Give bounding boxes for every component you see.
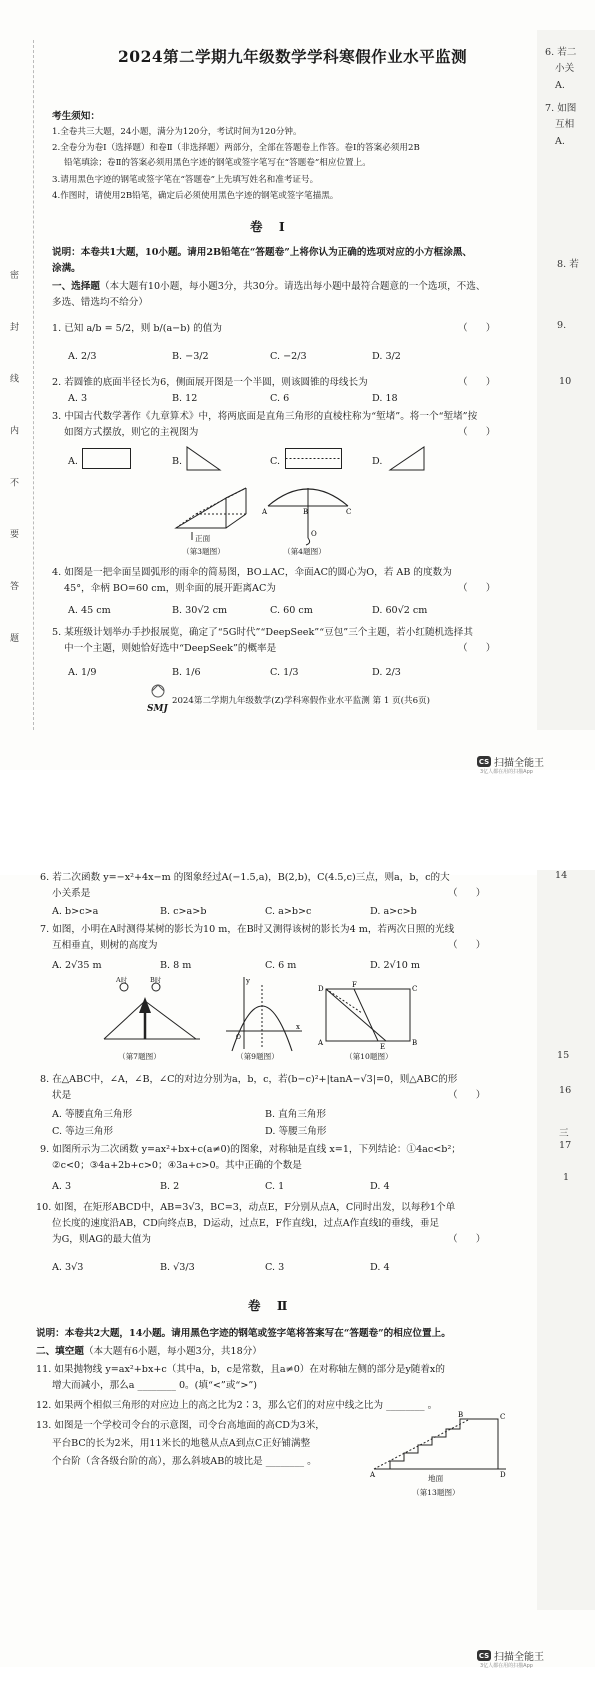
fig7-caption: （第7题图）: [118, 1052, 161, 1061]
svg-text:E: E: [380, 1043, 386, 1051]
option: B. 2: [160, 1181, 180, 1192]
fill-question: 增大而减小，那么a ________ 0。(填“<”或“>”): [52, 1380, 258, 1391]
option: A. b>c>a: [52, 906, 99, 917]
fig4-caption: （第4题图）: [283, 547, 326, 556]
fig13-ground-label: 地面: [428, 1474, 444, 1483]
fill-question: 平台BC的长为2米，用11米长的地毯从点A到点C正好铺满整: [52, 1438, 311, 1449]
option: B. −3/2: [172, 351, 209, 362]
edge-text: A.: [555, 136, 565, 147]
option-c-rectangle: [285, 448, 347, 472]
question-stem: 4. 如图是一把伞面呈圆弧形的雨伞的简易图，BO⊥AC，伞面AC的圆心为O，若 AB 的度数为: [52, 567, 452, 578]
edge-text: 10: [559, 376, 572, 387]
question-stem: 6. 若二次函数 y=−x²+4x−m 的图象经过A(−1.5,a)，B(2,b)，C(4.5,c)三点，则a，b，c的大: [40, 872, 450, 883]
option: B. 1/6: [172, 667, 201, 678]
exam-page-2: [0, 872, 595, 1667]
edge-text: A.: [555, 80, 565, 91]
option: A. 3√3: [52, 1262, 84, 1273]
option: B. 30√2 cm: [172, 605, 228, 616]
publisher-logo-text: SMJ: [147, 704, 168, 714]
edge-text: 三: [559, 1128, 569, 1139]
question-stem: ②c<0；③4a+2b+c>0；④3a+c>0。其中正确的个数是: [52, 1160, 302, 1171]
option: A. 45 cm: [68, 605, 111, 616]
edge-text: 7. 如图: [545, 103, 577, 114]
option: A. 2√35 m: [52, 960, 102, 971]
svg-text:C: C: [500, 1413, 506, 1421]
option: A. 3: [52, 1181, 72, 1192]
adjacent-page-edge: [537, 30, 595, 730]
notice-line: 1.全卷共三大题，24小题，满分为120分，考试时间为120分钟。: [52, 127, 302, 137]
section-desc: 说明：本卷共1大题，10小题。请用2B铅笔在“答题卷”上将你认为正确的选项对应的小方框涂黑、: [52, 247, 473, 258]
option-a-rectangle: [82, 448, 132, 472]
option: A. 1/9: [68, 667, 97, 678]
part-heading: 一、选择题: [52, 281, 100, 292]
binding-margin-text: 密 封 线 内 不 要 答 题: [8, 270, 18, 663]
option: B. 8 m: [160, 960, 192, 971]
section-heading: 卷 Ⅰ: [250, 219, 291, 234]
scanner-subtitle: 3亿人都在用的扫描App: [480, 1663, 533, 1669]
fill-question: 个台阶（含各级台阶的高），那么斜坡AB的坡比是 ________ 。: [52, 1456, 317, 1467]
option: A. 等腰直角三角形: [52, 1109, 133, 1120]
page-gap: [0, 770, 595, 875]
notice-line: 铅笔填涂；卷Ⅱ的答案必须用黑色字迹的钢笔或签字笔写在“答题卷”相应位置上。: [64, 158, 371, 168]
fig10-rectangle: [318, 983, 418, 1049]
option: C.: [270, 456, 281, 467]
option: C. −2/3: [270, 351, 307, 362]
question-stem: 5. 某班级计划举办手抄报展览，确定了“5G时代”“DeepSeek”“豆包”三个主题，若小红随机选择其: [52, 627, 473, 638]
fig7-label-b: B时: [150, 976, 162, 984]
question-stem: 状是: [52, 1090, 72, 1101]
edge-text: 16: [559, 1085, 572, 1096]
option: C. 1/3: [270, 667, 299, 678]
fill-question: 13. 如图是一个学校司令台的示意图，司令台高地面的高CD为3米，: [36, 1420, 325, 1431]
option: B. 直角三角形: [265, 1109, 327, 1120]
option: D. 60√2 cm: [372, 605, 428, 616]
fig3-front-label: 正面: [195, 534, 211, 543]
option: B. √3/3: [160, 1262, 195, 1273]
section-heading: 卷 Ⅱ: [248, 1298, 294, 1313]
svg-text:A: A: [262, 508, 268, 516]
option-d-triangle: [388, 446, 432, 474]
option: D.: [372, 456, 383, 467]
fig7-tree-shadow: [100, 979, 210, 1049]
question-stem: 如图方式摆放，则它的主视图为: [64, 427, 199, 438]
notice-line: 4.作图时，请使用2B铅笔，确定后必须使用黑色字迹的钢笔或签字笔描黑。: [52, 191, 339, 201]
edge-text: 8. 若: [557, 259, 579, 270]
option: B. c>a>b: [160, 906, 207, 917]
question-stem: 中一个主题，则她恰好选中“DeepSeek”的概率是: [64, 643, 277, 654]
question-stem: 45°，伞柄 BO=60 cm，则伞面的展开距离AC为: [64, 583, 276, 594]
answer-paren: （ ）: [458, 377, 496, 388]
question-stem: 小关系是: [52, 888, 91, 899]
option: C. 3: [265, 1262, 285, 1273]
edge-text: 15: [557, 1050, 570, 1061]
edge-text: 1: [563, 1172, 570, 1183]
option: D. a>c>b: [370, 906, 417, 917]
fill-question: 12. 如果两个相似三角形的对应边上的高之比为2∶3，那么它们的对应中线之比为 ________ 。: [36, 1400, 438, 1411]
option: A.: [68, 456, 78, 467]
fig7-label-a: A时: [116, 976, 128, 984]
question-stem: 互相垂直，则树的高度为: [52, 940, 158, 951]
svg-text:C: C: [412, 985, 418, 993]
answer-paren: （ ）: [448, 1090, 486, 1101]
option: D. 18: [372, 393, 398, 404]
answer-paren: （ ）: [458, 323, 496, 334]
fig3-prism: [172, 488, 256, 542]
publisher-logo: [148, 684, 168, 706]
section-desc: 涂满。: [52, 263, 81, 274]
edge-text: 互相: [555, 119, 575, 130]
fig3-caption: （第3题图）: [182, 547, 225, 556]
edge-text: 小关: [555, 63, 575, 74]
svg-text:O: O: [311, 530, 317, 538]
svg-text:C: C: [346, 508, 352, 516]
question-stem: 8. 在△ABC中，∠A，∠B，∠C的对边分别为a，b，c，若(b−c)²+|tanA−√3|=0，则△ABC的形: [40, 1074, 458, 1085]
fig9-caption: （第9题图）: [236, 1052, 279, 1061]
option: A. 2/3: [68, 351, 97, 362]
svg-text:B: B: [412, 1039, 418, 1047]
edge-text: 9.: [557, 320, 567, 331]
notice-line: 3.请用黑色字迹的钢笔或签字笔在“答题卷”上先填写姓名和准考证号。: [52, 175, 319, 185]
option: A. 3: [68, 393, 88, 404]
binding-line: [33, 40, 35, 730]
fig4-umbrella: [258, 478, 358, 548]
answer-paren: （ ）: [448, 940, 486, 951]
option: B.: [172, 456, 183, 467]
question-stem: 为G，则AG的最大值为: [52, 1234, 152, 1245]
option: C. a>b>c: [265, 906, 312, 917]
option: D. 等腰三角形: [265, 1126, 327, 1137]
question-stem: 10. 如图，在矩形ABCD中，AB=3√3，BC=3，动点E，F分别从点A，C同时出发，以每秒1个单: [36, 1202, 456, 1213]
answer-paren: （ ）: [458, 583, 496, 594]
adjacent-page-edge: [537, 870, 595, 1610]
scanner-logo-icon: CS: [478, 757, 490, 766]
fill-question: 11. 如果抛物线 y=ax²+bx+c（其中a，b，c是常数，且a≠0）在对称轴左侧的部分是y随着x的: [36, 1364, 445, 1375]
option: C. 6: [270, 393, 290, 404]
option: D. 4: [370, 1262, 390, 1273]
scanner-name: 扫描全能王: [494, 758, 544, 769]
option: D. 2/3: [372, 667, 401, 678]
option: D. 3/2: [372, 351, 401, 362]
part-desc: 多选、错选均不给分）: [52, 297, 148, 308]
scanner-subtitle: 3亿人都在用的扫描App: [480, 769, 533, 775]
option: D. 2√10 m: [370, 960, 421, 971]
fig9-parabola: [226, 975, 306, 1053]
section-desc: 说明：本卷共2大题，14小题。请用黑色字迹的钢笔或签字笔将答案写在“答题卷”的相应位置上。: [36, 1328, 451, 1339]
part-desc: （本大题有6小题，每小题3分，共18分）: [83, 1346, 262, 1357]
option: D. 4: [370, 1181, 390, 1192]
answer-paren: （ ）: [448, 888, 486, 899]
svg-text:A: A: [318, 1039, 324, 1047]
scanner-logo-icon: CS: [478, 1651, 490, 1660]
question-stem: 1. 已知 a/b = 5/2，则 b/(a−b) 的值为: [52, 323, 222, 334]
svg-text:O: O: [236, 1034, 241, 1041]
question-stem: 位长度的速度沿AB，CD向终点B，D运动，过点E，F作直线l，过点A作直线l的垂线，垂足: [52, 1218, 440, 1229]
exam-page-1: [0, 0, 595, 770]
answer-paren: （ ）: [448, 1234, 486, 1245]
edge-text: 14: [555, 870, 568, 881]
scanner-watermark: [477, 754, 544, 769]
fig13-caption: （第13题图）: [412, 1488, 460, 1497]
option: C. 等边三角形: [52, 1126, 114, 1137]
notice-heading: 考生须知：: [52, 111, 100, 122]
option: B. 12: [172, 393, 198, 404]
svg-text:D: D: [318, 985, 324, 993]
option: C. 6 m: [265, 960, 297, 971]
option-b-triangle: [186, 446, 226, 474]
svg-text:x: x: [296, 1023, 300, 1031]
question-stem: 2. 若圆锥的底面半径长为6，侧面展开图是一个半圆，则该圆锥的母线长为: [52, 377, 368, 388]
option: C. 60 cm: [270, 605, 313, 616]
svg-text:B: B: [303, 508, 309, 516]
question-stem: 7. 如图，小明在A时测得某树的影长为10 m，在B时又测得该树的影长为4 m，若两次日照的光线: [40, 924, 455, 935]
answer-paren: （ ）: [458, 643, 496, 654]
part-desc: （本大题有10小题，每小题3分，共30分。请选出每小题中最符合题意的一个选项，不选、: [99, 281, 486, 292]
page-footer: 2024第二学期九年级数学(Z)学科寒假作业水平监测 第 1 页(共6页): [172, 696, 431, 706]
edge-text: 6. 若二: [545, 47, 577, 58]
part-heading: 二、填空题: [36, 1346, 84, 1357]
option: C. 1: [265, 1181, 285, 1192]
notice-line: 2.全卷分为卷Ⅰ（选择题）和卷Ⅱ（非选择题）两部分，全部在答题卷上作答。卷Ⅰ的答案必须用2B: [52, 143, 420, 153]
svg-text:y: y: [246, 977, 250, 985]
page-title: 2024第二学期九年级数学学科寒假作业水平监测: [118, 47, 468, 66]
svg-text:F: F: [352, 981, 357, 989]
fig10-caption: （第10题图）: [345, 1052, 393, 1061]
question-stem: 3. 中国古代数学著作《九章算术》中，将两底面是直角三角形的直棱柱称为“堑堵”。将一个“堑堵”按: [52, 411, 478, 422]
edge-text: 17: [559, 1140, 572, 1151]
question-stem: 9. 如图所示为二次函数 y=ax²+bx+c(a≠0)的图象，对称轴是直线 x=1，下列结论：①4ac<b²；: [40, 1144, 461, 1155]
scanner-watermark: [477, 1648, 544, 1663]
svg-text:A: A: [370, 1471, 376, 1479]
scanner-name: 扫描全能王: [494, 1652, 544, 1663]
svg-text:D: D: [500, 1471, 506, 1479]
svg-text:B: B: [458, 1411, 464, 1419]
answer-paren: （ ）: [458, 427, 496, 438]
